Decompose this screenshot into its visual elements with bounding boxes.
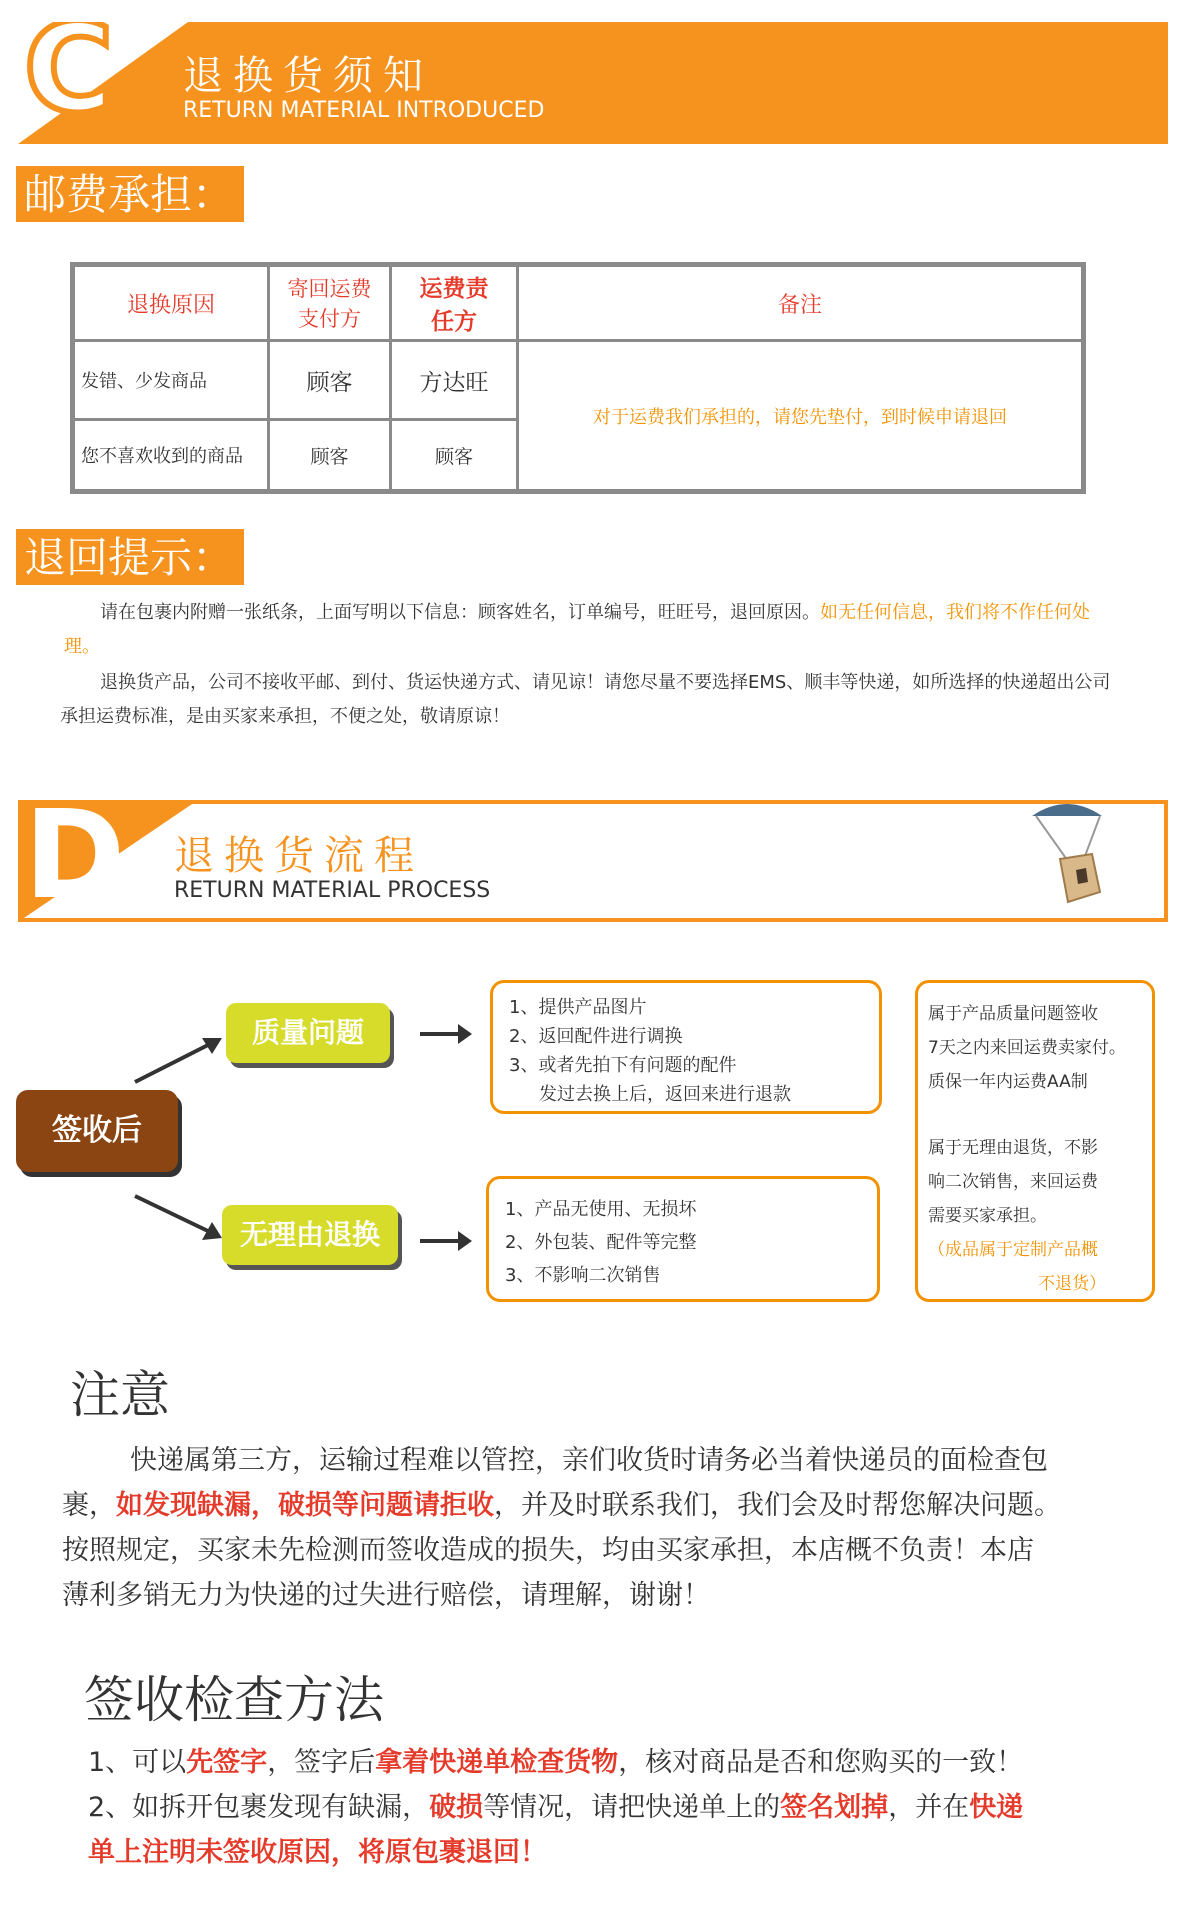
banner-subtitle: RETURN MATERIAL PROCESS	[174, 878, 491, 903]
note-custom-line: 不退货）	[1038, 1274, 1106, 1294]
note-line: 响二次销售，来回运费	[928, 1172, 1098, 1192]
note-line: 属于产品质量问题签收	[928, 1004, 1098, 1024]
section-banner-return-process	[18, 800, 1168, 922]
table-header-return-payer: 寄回运费支付方	[270, 267, 392, 342]
arrow-right-icon	[420, 1032, 466, 1036]
postage-table	[70, 262, 1086, 494]
return-tips-text: 请在包裹内附赠一张纸条，上面写明以下信息：顾客姓名，订单编号，旺旺号，退回原因。	[100, 602, 820, 623]
table-header-reason: 退换原因	[75, 267, 270, 342]
notice-line: 薄利多销无力为快递的过失进行赔偿，请理解，谢谢！	[62, 1580, 710, 1611]
check-text: 等情况，请把快递单上的	[483, 1792, 781, 1823]
note-line: 质保一年内运费AA制	[928, 1072, 1088, 1092]
arrow-down-icon	[130, 1188, 230, 1248]
check-highlight: 破损	[429, 1792, 484, 1823]
note-line: 需要买家承担。	[928, 1206, 1047, 1226]
arrow-up-icon	[130, 1030, 230, 1090]
signed-node: 签收后	[16, 1090, 178, 1172]
section-banner-return-notice	[18, 22, 1168, 144]
quality-step: 2、返回配件进行调换	[509, 1026, 683, 1047]
no-reason-steps-box	[486, 1176, 880, 1302]
return-tips-warning: 如无任何信息，我们将不作任何处理。	[64, 602, 1090, 657]
check-text: ，签字后	[267, 1747, 376, 1778]
quality-step: 1、提供产品图片	[509, 997, 647, 1018]
note-line: 7天之内来回运费卖家付。	[928, 1038, 1126, 1058]
table-note: 对于运费我们承担的，请您先垫付，到时候申请退回	[593, 406, 1007, 428]
postage-header: 邮费承担：	[16, 166, 244, 222]
banner-letter: D	[24, 800, 126, 922]
notice-body	[62, 1438, 1162, 1618]
check-highlight: 签名划掉	[780, 1792, 889, 1823]
no-reason-step: 2、外包装、配件等完整	[505, 1232, 697, 1253]
quality-issue-node: 质量问题	[226, 1003, 390, 1063]
return-tips-header: 退回提示：	[16, 529, 244, 585]
table-header-note: 备注	[519, 267, 1081, 342]
banner-title: 退换货须知	[183, 53, 433, 99]
quality-step: 3、或者先拍下有问题的配件	[509, 1055, 737, 1076]
check-highlight: 快递	[969, 1792, 1024, 1823]
check-line-2	[88, 1785, 1168, 1830]
table-cell-reason-2: 您不喜欢收到的商品	[75, 421, 270, 489]
table-cell-responsible-1: 方达旺	[392, 342, 519, 421]
check-text: 2、如拆开包裹发现有缺漏，	[88, 1792, 430, 1823]
note-line: 属于无理由退货，不影	[928, 1138, 1098, 1158]
table-cell-responsible-2: 顾客	[392, 421, 519, 489]
quality-step: 发过去换上后，返回来进行退款	[539, 1084, 791, 1105]
notice-line: 快递属第三方，运输过程难以管控，亲们收货时请务必当着快递员的面检查包	[130, 1445, 1048, 1476]
check-text: ，核对商品是否和您购买的一致！	[618, 1747, 1024, 1778]
check-title: 签收检查方法	[84, 1671, 384, 1729]
return-tips-paragraph-1	[64, 596, 1124, 664]
notice-text: ，并及时联系我们，我们会及时帮您解决问题。	[494, 1490, 1061, 1521]
no-reason-step: 3、不影响二次销售	[505, 1265, 661, 1286]
notice-text: 裹，	[62, 1490, 116, 1521]
banner-letter: C	[24, 22, 114, 140]
shipping-note-box	[915, 980, 1155, 1302]
banner-subtitle: RETURN MATERIAL INTRODUCED	[183, 98, 545, 123]
return-tips-paragraph-2: 退换货产品，公司不接收平邮、到付、货运快递方式、请见谅！请您尽量不要选择EMS、顺丰等快递，如所选择的快递超出公司承担运费标准，是由买家来承担，不便之处，敬请原谅！	[60, 672, 1111, 727]
no-reason-return-node: 无理由退换	[222, 1205, 398, 1265]
table-cell-payer-1: 顾客	[270, 342, 392, 421]
table-cell-payer-2: 顾客	[270, 421, 392, 489]
table-header-responsible: 运费责任方	[392, 267, 519, 342]
table-cell-reason-1: 发错、少发商品	[75, 342, 270, 421]
check-line-1	[88, 1740, 1168, 1785]
check-highlight: 拿着快递单检查货物	[375, 1747, 619, 1778]
check-text: 1、可以	[88, 1747, 187, 1778]
notice-line: 按照规定，买家未先检测而签收造成的损失，均由买家承担，本店概不负责！本店	[62, 1535, 1034, 1566]
quality-steps-box	[490, 980, 882, 1114]
check-body	[88, 1740, 1168, 1875]
notice-line	[62, 1483, 1162, 1528]
notice-title: 注意	[70, 1366, 170, 1424]
banner-title: 退换货流程	[174, 833, 424, 879]
check-line-3: 单上注明未签收原因，将原包裹退回！	[88, 1837, 547, 1868]
no-reason-step: 1、产品无使用、无损坏	[505, 1199, 697, 1220]
parachute-box-icon	[1022, 804, 1142, 919]
note-custom-line: （成品属于定制产品概	[928, 1240, 1098, 1260]
arrow-right-icon	[420, 1239, 466, 1243]
check-text: ，并在	[888, 1792, 970, 1823]
notice-warning: 如发现缺漏，破损等问题请拒收	[116, 1490, 494, 1521]
check-highlight: 先签字	[186, 1747, 268, 1778]
